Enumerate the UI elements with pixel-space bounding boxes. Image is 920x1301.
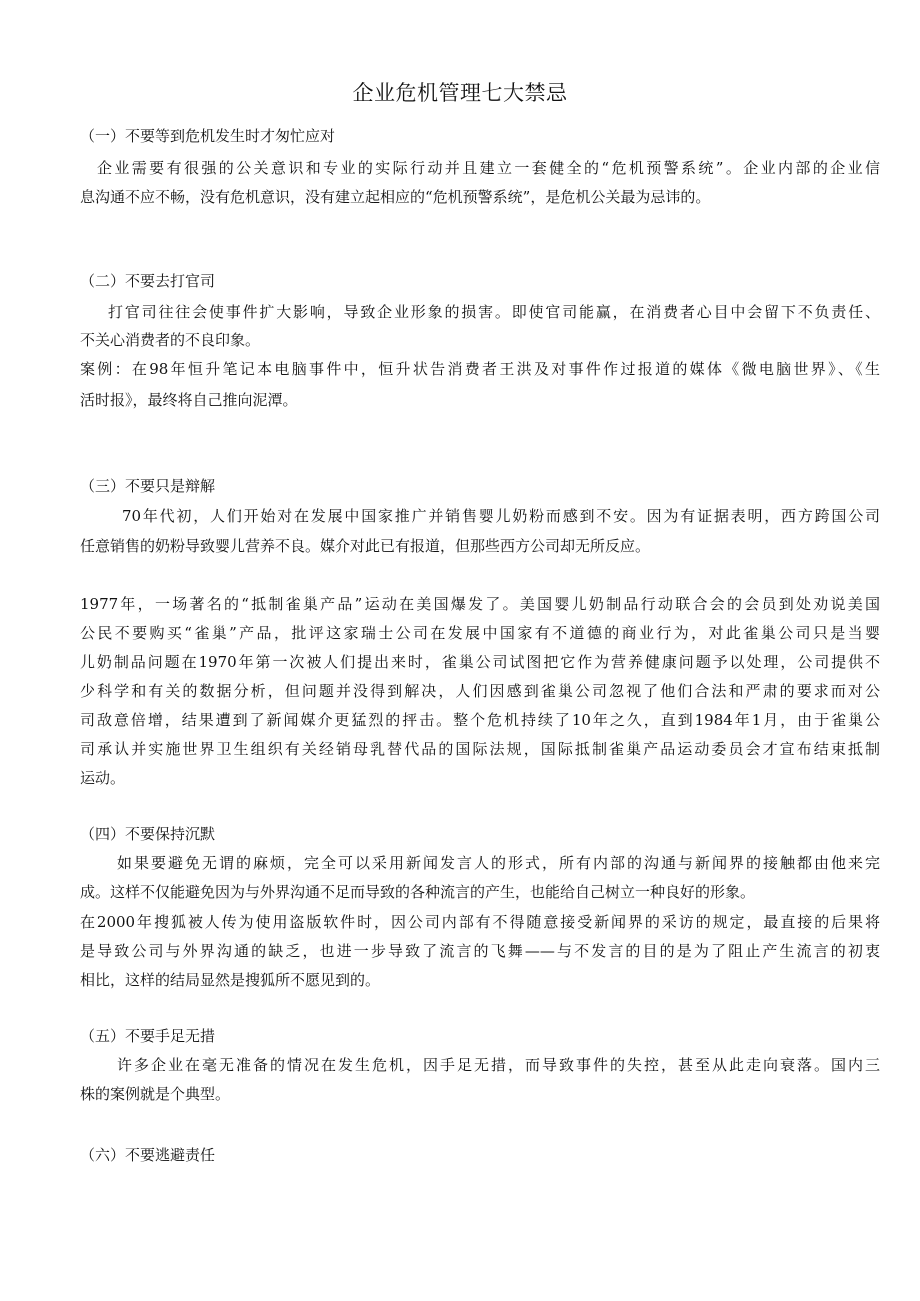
section-4-line-4: 是导致公司与外界沟通的缺乏，也进一步导致了流言的飞舞——与不发言的目的是为了阻止产生流言的初衷: [80, 942, 880, 960]
section-1-heading: （一）不要等到危机发生时才匆忙应对: [80, 127, 336, 145]
section-2-line-3: 案例：在98年恒升笔记本电脑事件中，恒升状告消费者王洪及对事件作过报道的媒体《微电脑世界》、《生: [80, 360, 880, 378]
section-3-line-1: 70年代初，人们开始对在发展中国家推广并销售婴儿奶粉而感到不安。因为有证据表明，西方跨国公司: [122, 507, 880, 525]
section-2-heading: （二）不要去打官司: [80, 272, 216, 290]
section-6-heading: （六）不要逃避责任: [80, 1146, 216, 1164]
section-5-line-1: 许多企业在毫无准备的情况在发生危机，因手足无措，而导致事件的失控，甚至从此走向衰落。国内三: [117, 1056, 880, 1074]
section-4-line-2: 成。这样不仅能避免因为与外界沟通不足而导致的各种流言的产生，也能给自己树立一种良好的形象。: [80, 883, 756, 901]
section-4-line-5: 相比，这样的结局显然是搜狐所不愿见到的。: [80, 971, 381, 989]
section-1-line-2: 息沟通不应不畅，没有危机意识，没有建立起相应的“危机预警系统”，是危机公关最为忌讳的。: [80, 188, 711, 206]
section-3-heading: （三）不要只是辩解: [80, 477, 216, 495]
section-4-heading: （四）不要保持沉默: [80, 825, 216, 843]
section-2-line-2: 不关心消费者的不良印象。: [80, 331, 261, 349]
document-title: 企业危机管理七大禁忌: [352, 81, 568, 105]
section-3-line-9: 运动。: [80, 769, 126, 787]
section-3-line-6: 少科学和有关的数据分析，但问题并没得到解决，人们因感到雀巢公司忽视了他们合法和严肃的要求而对公: [80, 682, 880, 700]
section-3-line-3: 1977年，一场著名的“抵制雀巢产品”运动在美国爆发了。美国婴儿奶制品行动联合会的会员到处劝说美国: [80, 595, 880, 613]
section-3-line-5: 儿奶制品问题在1970年第一次被人们提出来时，雀巢公司试图把它作为营养健康问题予以处理，公司提供不: [80, 653, 880, 671]
section-5-line-2: 株的案例就是个典型。: [80, 1085, 231, 1103]
section-2-line-1: 打官司往往会使事件扩大影响，导致企业形象的损害。即使官司能赢，在消费者心目中会留下不负责任、: [108, 303, 880, 321]
section-3-line-7: 司敌意倍增，结果遭到了新闻媒介更猛烈的抨击。整个危机持续了10年之久，直到1984年1月，由于雀巢公: [80, 711, 880, 729]
section-2-line-4: 活时报》，最终将自己推向泥潭。: [80, 391, 298, 409]
section-5-heading: （五）不要手足无措: [80, 1027, 216, 1045]
section-1-line-1: 企业需要有很强的公关意识和专业的实际行动并且建立一套健全的“危机预警系统”。企业内部的企业信: [97, 159, 880, 177]
section-4-line-1: 如果要避免无谓的麻烦，完全可以采用新闻发言人的形式，所有内部的沟通与新闻界的接触都由他来完: [117, 854, 880, 872]
section-3-line-4: 公民不要购买“雀巢”产品，批评这家瑞士公司在发展中国家有不道德的商业行为，对此雀巢公司只是当婴: [80, 624, 880, 642]
section-3-line-8: 司承认并实施世界卫生组织有关经销母乳替代品的国际法规，国际抵制雀巢产品运动委员会才宣布结束抵制: [80, 740, 880, 758]
section-4-line-3: 在2000年搜狐被人传为使用盗版软件时，因公司内部有不得随意接受新闻界的采访的规定，最直接的后果将: [80, 913, 880, 931]
section-3-line-2: 任意销售的奶粉导致婴儿营养不良。媒介对此已有报道，但那些西方公司却无所反应。: [80, 537, 651, 555]
